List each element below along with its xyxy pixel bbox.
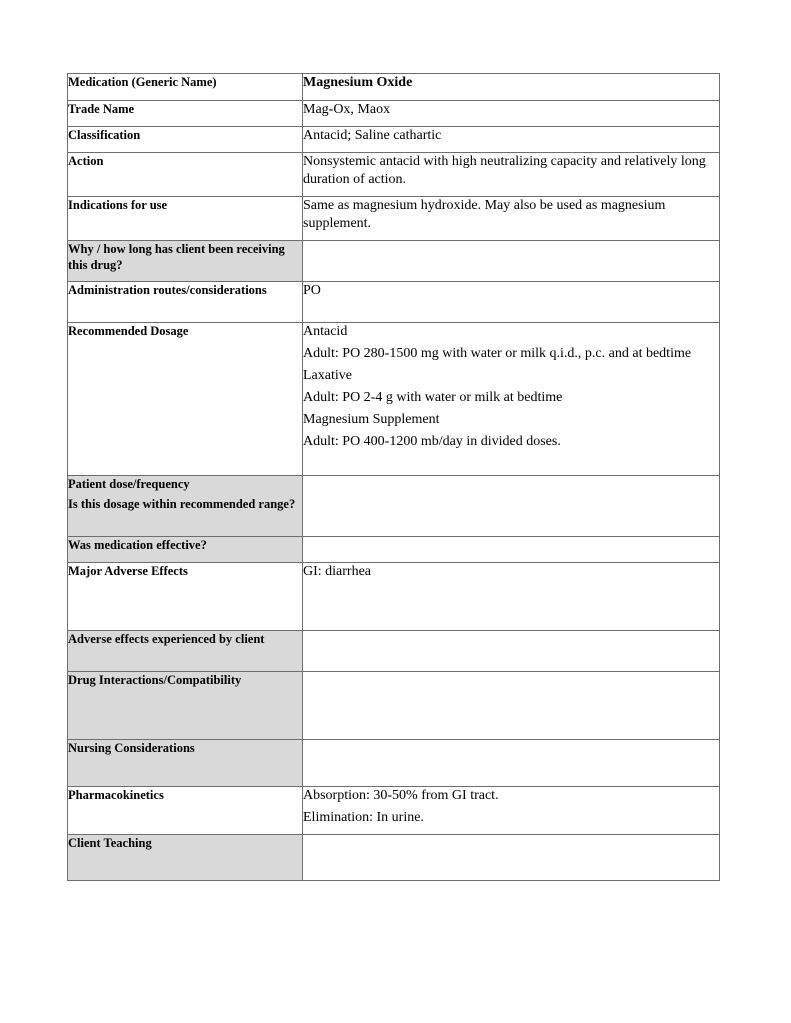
nursing-considerations-label: Nursing Considerations (68, 740, 303, 787)
patient-dose-field[interactable] (303, 476, 720, 537)
patient-dose-label (68, 476, 303, 537)
row-was-effective (68, 537, 720, 563)
action-value: Nonsystemic antacid with high neutralizing capacity and relatively long duration of action. (303, 153, 720, 197)
row-administration (68, 282, 720, 323)
row-patient-dose (68, 476, 720, 537)
dosage-line: Adult: PO 400-1200 mb/day in divided doses. (303, 434, 561, 449)
action-label: Action (68, 153, 303, 197)
drug-interactions-field[interactable] (303, 672, 720, 740)
row-client-teaching (68, 835, 720, 881)
row-nursing (68, 740, 720, 787)
major-adverse-value: GI: diarrhea (303, 563, 720, 631)
dosage-line: Adult: PO 2-4 g with water or milk at bedtime (303, 390, 563, 405)
trade-name-label: Trade Name (68, 101, 303, 127)
administration-value: PO (303, 282, 720, 323)
adverse-experienced-field[interactable] (303, 631, 720, 672)
was-effective-field[interactable] (303, 537, 720, 563)
row-trade-name (68, 101, 720, 127)
dosage-line: Laxative (303, 368, 352, 383)
indications-label: Indications for use (68, 197, 303, 241)
trade-name-value: Mag-Ox, Maox (303, 101, 720, 127)
pharmacokinetics-line: Elimination: In urine. (303, 810, 424, 825)
nursing-considerations-field[interactable] (303, 740, 720, 787)
dosage-range-question: Is this dosage within recommended range? (68, 497, 296, 511)
major-adverse-label: Major Adverse Effects (68, 563, 303, 631)
why-how-long-label: Why / how long has client been receiving this drug? (68, 241, 303, 282)
row-indications (68, 197, 720, 241)
patient-dose-label-line: Patient dose/frequency (68, 477, 190, 491)
drug-card-table (67, 73, 720, 881)
pharmacokinetics-label: Pharmacokinetics (68, 787, 303, 835)
was-effective-label: Was medication effective? (68, 537, 303, 563)
row-action (68, 153, 720, 197)
client-teaching-label: Client Teaching (68, 835, 303, 881)
row-generic-name (68, 74, 720, 101)
row-major-adverse (68, 563, 720, 631)
client-teaching-field[interactable] (303, 835, 720, 881)
recommended-dosage-label: Recommended Dosage (68, 323, 303, 476)
row-recommended-dosage (68, 323, 720, 476)
row-why-how-long (68, 241, 720, 282)
generic-name-value: Magnesium Oxide (303, 74, 720, 101)
administration-label: Administration routes/considerations (68, 282, 303, 323)
drug-interactions-label: Drug Interactions/Compatibility (68, 672, 303, 740)
row-pharmacokinetics (68, 787, 720, 835)
dosage-line: Adult: PO 280-1500 mg with water or milk q.i.d., p.c. and at bedtime (303, 346, 692, 361)
row-adverse-experienced (68, 631, 720, 672)
pharmacokinetics-value (303, 787, 720, 835)
adverse-experienced-label: Adverse effects experienced by client (68, 631, 303, 672)
row-classification (68, 127, 720, 153)
indications-value: Same as magnesium hydroxide. May also be used as magnesium supplement. (303, 197, 720, 241)
dosage-line: Magnesium Supplement (303, 412, 440, 427)
why-how-long-field[interactable] (303, 241, 720, 282)
recommended-dosage-value (303, 323, 720, 476)
row-drug-interactions (68, 672, 720, 740)
dosage-line: Antacid (303, 324, 348, 339)
classification-value: Antacid; Saline cathartic (303, 127, 720, 153)
classification-label: Classification (68, 127, 303, 153)
pharmacokinetics-line: Absorption: 30-50% from GI tract. (303, 788, 499, 803)
generic-name-label: Medication (Generic Name) (68, 74, 303, 101)
